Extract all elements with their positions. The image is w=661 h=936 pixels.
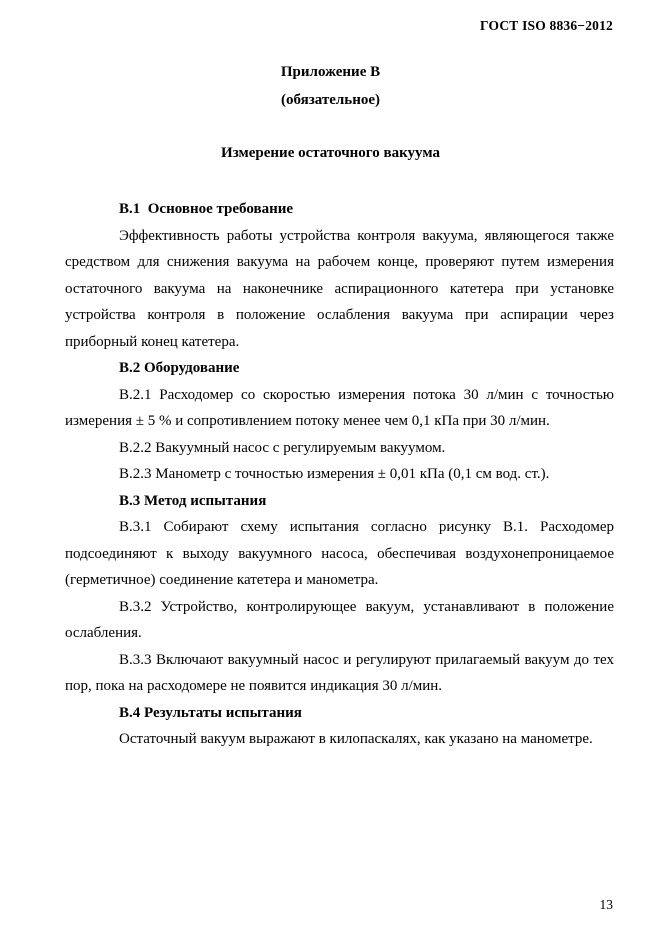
paragraph-b4-1: Остаточный вакуум выражают в килопаскалях, как указано на манометре. [119, 731, 593, 747]
standard-code-header: ГОСТ ISO 8836−2012 [480, 18, 613, 33]
section-heading-b3: В.3 Метод испытания [119, 492, 267, 509]
paragraph-b2-3: В.2.3 Манометр с точностью измерения ± 0,01 кПа (0,1 см вод. ст.). [119, 466, 550, 482]
paragraph-b2-1: В.2.1 Расходомер со скоростью измерения потока 30 л/мин с точностью измерения ± 5 % и сопротивлением потоку менее чем 0,1 кПа при 30 л/мин. [65, 386, 614, 429]
paragraph-b1: Эффективность работы устройства контроля вакуума, являющегося также средством для снижения вакуума на рабочем конце, проверяют путем измерения остаточного вакуума на наконечнике аспирационного катетера при установке устройства контроля в положение ослабления вакуума при аспирации через приборный конец катетера. [65, 227, 614, 350]
paragraph-b3-2: В.3.2 Устройство, контролирующее вакуум, устанавливают в положение ослабления. [65, 598, 614, 641]
section-heading-b2: В.2 Оборудование [119, 360, 240, 376]
section-heading-b4: В.4 Результаты испытания [119, 704, 302, 721]
annex-title: Приложение В [280, 64, 381, 80]
page-number: 13 [599, 897, 613, 912]
paragraph-b3-1: В.3.1 Собирают схему испытания согласно рисунку В.1. Расходомер подсоединяют к выходу вакуумного насоса, обеспечивая воздухонепроницаемое (герметичное) соединение катетера и манометра. [65, 519, 614, 588]
annex-subject-title: Измерение остаточного вакуума [221, 145, 440, 161]
document-body [65, 196, 614, 753]
annex-status: (обязательное) [280, 92, 381, 108]
section-heading-b1: В.1 Основное требование [119, 201, 294, 217]
paragraph-b3-3: В.3.3 Включают вакуумный насос и регулируют прилагаемый вакуум до тех пор, пока на расходомере не появится индикация 30 л/мин. [65, 651, 614, 694]
paragraph-b2-2: В.2.2 Вакуумный насос с регулируемым вакуумом. [119, 439, 446, 456]
